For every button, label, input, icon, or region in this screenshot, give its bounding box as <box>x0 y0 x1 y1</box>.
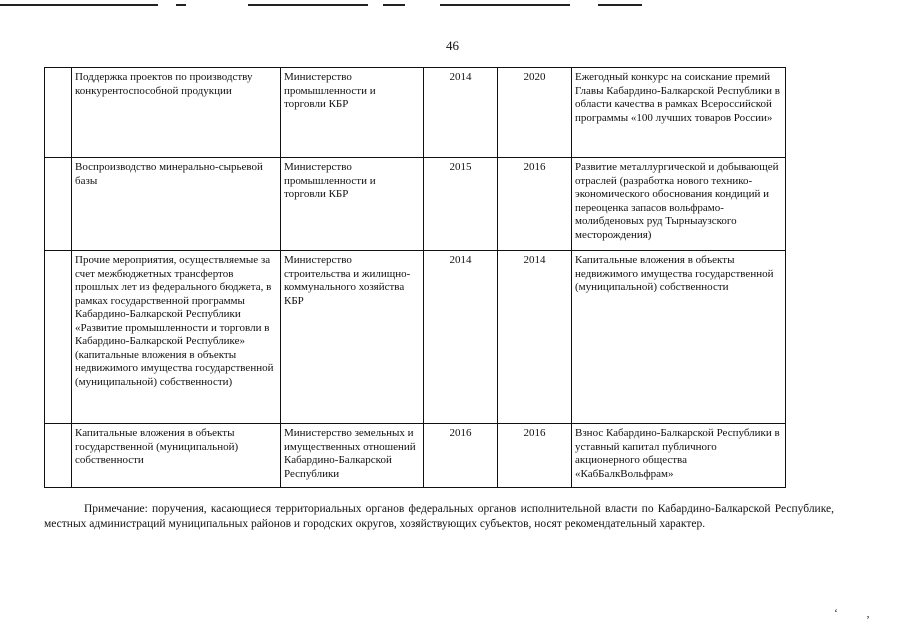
table-row <box>45 68 786 158</box>
result-cell: Развитие металлургической и добывающей отраслей (разработка нового технико-экономического обоснования кондиций и переоценка запасов вольфрамо-молибденовых руд Тырныаузского месторождения) <box>572 158 786 251</box>
scan-speck: ‚ <box>866 606 870 620</box>
table-row <box>45 424 786 488</box>
table-row <box>45 251 786 424</box>
row-number-cell <box>45 424 72 488</box>
row-number-cell <box>45 68 72 158</box>
start-year-cell: 2014 <box>424 251 498 424</box>
executor-cell: Министерство промышленности и торговли КБР <box>281 68 424 158</box>
start-year-cell: 2015 <box>424 158 498 251</box>
result-cell: Взнос Кабардино-Балкарской Республики в уставный капитал публичного акционерного общества «КабБалкВольфрам» <box>572 424 786 488</box>
measure-cell: Воспроизводство минерально-сырьевой базы <box>72 158 281 251</box>
executor-cell: Министерство строительства и жилищно-коммунального хозяйства КБР <box>281 251 424 424</box>
start-year-cell: 2016 <box>424 424 498 488</box>
table-row <box>45 158 786 251</box>
executor-cell: Министерство промышленности и торговли КБР <box>281 158 424 251</box>
result-cell: Ежегодный конкурс на соискание премий Главы Кабардино-Балкарской Республики в области качества в рамках Всероссийской программы «100 лучших товаров России» <box>572 68 786 158</box>
scan-edge-artifact <box>0 0 905 8</box>
measure-cell: Капитальные вложения в объекты государственной (муниципальной) собственности <box>72 424 281 488</box>
row-number-cell <box>45 251 72 424</box>
end-year-cell: 2014 <box>498 251 572 424</box>
page-number: 46 <box>446 38 459 53</box>
end-year-cell: 2016 <box>498 158 572 251</box>
start-year-cell: 2014 <box>424 68 498 158</box>
result-cell: Капитальные вложения в объекты недвижимого имущества государственной (муниципальной) собственности <box>572 251 786 424</box>
measures-table <box>44 67 786 488</box>
footnote: Примечание: поручения, касающиеся территориальных органов федеральных органов исполнительной власти по Кабардино-Балкарской Республике, местных администраций муниципальных районов и городских округов, хозяйствующих субъектов, носят рекомендательный характер. <box>44 503 834 530</box>
scan-speck: ‘ <box>834 606 838 620</box>
end-year-cell: 2020 <box>498 68 572 158</box>
end-year-cell: 2016 <box>498 424 572 488</box>
measure-cell: Прочие мероприятия, осуществляемые за счет межбюджетных трансфертов прошлых лет из федерального бюджета, в рамках государственной программы Кабардино-Балкарской Республики «Развитие промышленности и торговли в Кабардино-Балкарской Республике» (капитальные вложения в объекты недвижимого имущества государственной (муниципальной) собственности) <box>72 251 281 424</box>
measure-cell: Поддержка проектов по производству конкурентоспособной продукции <box>72 68 281 158</box>
row-number-cell <box>45 158 72 251</box>
executor-cell: Министерство земельных и имущественных отношений Кабардино-Балкарской Республики <box>281 424 424 488</box>
